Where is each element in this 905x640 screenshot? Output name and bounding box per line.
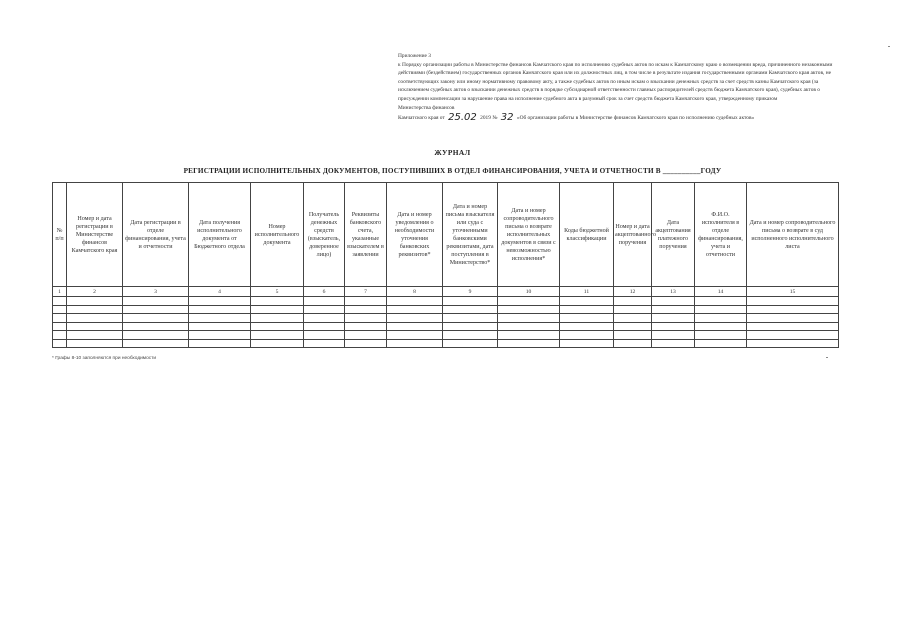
table-cell <box>123 322 189 331</box>
table-row <box>53 331 839 340</box>
table-cell <box>53 305 67 314</box>
column-number: 14 <box>695 287 747 297</box>
table-cell <box>53 314 67 323</box>
table-cell <box>251 322 304 331</box>
appendix-text: к Порядку организации работы в Министерстве финансов Камчатского края по исполнению судебных актов по искам к Камчатскому краю о возмещении вреда, причиненного незаконными действиями (бездействием) государственных органов Камчатского края или их должностных лиц, в том числе в результате издания государственными органами Камчатского края актов, не соответствующих закону или иному нормативному правовому акту, а также судебных актов по иным искам о взыскании денежных средств за счет средств казны Камчатского края (за исключением судебных актов о взыскании денежных средств в порядке субсидиарной ответственности главных распорядителей средств бюджета Камчатского края), судебных актов о присуждении компенсации за нарушение права на исполнение судебного акта в разумный срок за счет средств бюджета Камчатского края, утвержденному приказом <box>398 61 833 102</box>
col-header: Дата и номер письма взыскателя или суда с уточненными банковскими реквизитами, дата поступления в Министерство* <box>443 183 498 287</box>
table-cell <box>560 331 614 340</box>
column-number: 9 <box>443 287 498 297</box>
col-header: Дата регистрации в отделе финансирования, учета и отчетности <box>123 183 189 287</box>
table-cell <box>53 339 67 348</box>
scan-speck <box>888 46 890 47</box>
table-cell <box>560 305 614 314</box>
table-cell <box>498 297 560 306</box>
appendix-label: Приложение 3 <box>398 53 431 59</box>
table-cell <box>251 305 304 314</box>
table-cell <box>387 297 443 306</box>
col-header: Дата акцептования платежного поручения <box>652 183 695 287</box>
table-cell <box>304 339 345 348</box>
table-cell <box>387 331 443 340</box>
col-header: Ф.И.О. исполнителя в отделе финансирования, учета и отчетности <box>695 183 747 287</box>
col-header: Дата получения исполнительного документа от Бюджетного отдела <box>189 183 251 287</box>
table-cell <box>652 314 695 323</box>
table-cell <box>304 314 345 323</box>
appendix-ministry: Министерства финансов <box>398 104 455 111</box>
column-number: 1 <box>53 287 67 297</box>
column-number: 15 <box>747 287 839 297</box>
table-cell <box>614 305 652 314</box>
table-row <box>53 314 839 323</box>
col-header: Реквизиты банковского счета, указанные взыскателем в заявлении <box>345 183 387 287</box>
table-cell <box>345 322 387 331</box>
column-number: 5 <box>251 287 304 297</box>
table-cell <box>747 322 839 331</box>
table-row <box>53 305 839 314</box>
column-number: 10 <box>498 287 560 297</box>
table-cell <box>614 331 652 340</box>
column-number: 7 <box>345 287 387 297</box>
table-cell <box>67 339 123 348</box>
table-cell <box>695 339 747 348</box>
table-cell <box>747 297 839 306</box>
table-cell <box>387 305 443 314</box>
table-cell <box>345 331 387 340</box>
order-suffix: «Об организации работы в Министерстве финансов Камчатского края по исполнению судебных актов» <box>516 115 755 122</box>
column-number: 12 <box>614 287 652 297</box>
table-cell <box>652 297 695 306</box>
table-cell <box>695 314 747 323</box>
table-cell <box>304 331 345 340</box>
table-cell <box>695 305 747 314</box>
table-row <box>53 322 839 331</box>
journal-table <box>52 182 839 348</box>
column-number-row <box>53 287 839 297</box>
table-cell <box>345 339 387 348</box>
col-header: Номер и дата регистрации в Министерстве финансов Камчатского края <box>67 183 123 287</box>
order-number-handwritten: 32 <box>500 112 514 124</box>
table-cell <box>304 297 345 306</box>
column-number: 4 <box>189 287 251 297</box>
table-cell <box>747 314 839 323</box>
column-number: 11 <box>560 287 614 297</box>
table-cell <box>443 322 498 331</box>
table-cell <box>251 314 304 323</box>
table-cell <box>304 305 345 314</box>
col-header: Номер исполнительного документа <box>251 183 304 287</box>
appendix-block <box>398 52 838 123</box>
table-cell <box>652 339 695 348</box>
table-cell <box>123 314 189 323</box>
table-cell <box>345 314 387 323</box>
table-cell <box>498 305 560 314</box>
table-cell <box>67 322 123 331</box>
col-header: Номер и дата акцептованного поручения <box>614 183 652 287</box>
table-cell <box>345 297 387 306</box>
table-cell <box>251 331 304 340</box>
column-number: 13 <box>652 287 695 297</box>
table-cell <box>498 339 560 348</box>
table-cell <box>443 305 498 314</box>
column-number: 8 <box>387 287 443 297</box>
table-cell <box>695 322 747 331</box>
table-cell <box>560 297 614 306</box>
table-cell <box>123 305 189 314</box>
table-cell <box>53 297 67 306</box>
appendix-order-line <box>398 113 838 123</box>
table-row <box>53 297 839 306</box>
table-cell <box>67 297 123 306</box>
table-cell <box>123 331 189 340</box>
column-number: 6 <box>304 287 345 297</box>
document-subtitle: РЕГИСТРАЦИИ ИСПОЛНИТЕЛЬНЫХ ДОКУМЕНТОВ, ПОСТУПИВШИХ В ОТДЕЛ ФИНАНСИРОВАНИЯ, УЧЕТА И ОТЧЕТНОСТИ В __________ГОДУ <box>183 167 722 175</box>
table-cell <box>251 297 304 306</box>
table-cell <box>387 339 443 348</box>
table-cell <box>498 314 560 323</box>
table-cell <box>304 322 345 331</box>
table-cell <box>614 339 652 348</box>
table-cell <box>695 297 747 306</box>
header-row <box>53 183 839 287</box>
table-cell <box>67 331 123 340</box>
table-cell <box>123 339 189 348</box>
table-cell <box>498 322 560 331</box>
table-cell <box>53 331 67 340</box>
table-cell <box>387 322 443 331</box>
table-cell <box>443 339 498 348</box>
table-row <box>53 339 839 348</box>
table-cell <box>498 331 560 340</box>
col-header: Дата и номер сопроводительного письма о возврате исполнительных документов в связи с невозможностью исполнения* <box>498 183 560 287</box>
table-cell <box>747 331 839 340</box>
column-number: 3 <box>123 287 189 297</box>
table-cell <box>387 314 443 323</box>
table-cell <box>443 297 498 306</box>
table-cell <box>614 314 652 323</box>
table-cell <box>652 331 695 340</box>
table-cell <box>189 322 251 331</box>
table-cell <box>652 305 695 314</box>
col-header: № п/п <box>53 183 67 287</box>
col-header: Дата и номер сопроводительного письма о возврате в суд исполненного исполнительного листа <box>747 183 839 287</box>
order-year: 2019 № <box>480 115 498 122</box>
table-cell <box>614 322 652 331</box>
table-cell <box>443 331 498 340</box>
table-cell <box>251 339 304 348</box>
col-header: Получатель денежных средств (взыскатель, доверенное лицо) <box>304 183 345 287</box>
document-title: ЖУРНАЛ <box>434 148 471 157</box>
table-cell <box>67 314 123 323</box>
table-cell <box>123 297 189 306</box>
col-header: Дата и номер уведомления о необходимости уточнения банковских реквизитов* <box>387 183 443 287</box>
table-cell <box>189 339 251 348</box>
order-prefix: Камчатского края от <box>398 115 445 122</box>
table-cell <box>747 305 839 314</box>
table-cell <box>189 297 251 306</box>
column-number: 2 <box>67 287 123 297</box>
table-cell <box>560 322 614 331</box>
table-cell <box>614 297 652 306</box>
table-cell <box>345 305 387 314</box>
table-cell <box>695 331 747 340</box>
order-date-handwritten: 25.02 <box>448 112 477 124</box>
table-cell <box>747 339 839 348</box>
scan-speck <box>826 357 828 358</box>
table-cell <box>560 314 614 323</box>
table-cell <box>67 305 123 314</box>
table-cell <box>560 339 614 348</box>
footnote: * Графы 8-10 заполняются при необходимости <box>52 356 157 361</box>
table-cell <box>189 331 251 340</box>
table-cell <box>189 314 251 323</box>
table-cell <box>189 305 251 314</box>
table-cell <box>443 314 498 323</box>
table-cell <box>53 322 67 331</box>
col-header: Коды бюджетной классификации <box>560 183 614 287</box>
table-cell <box>652 322 695 331</box>
